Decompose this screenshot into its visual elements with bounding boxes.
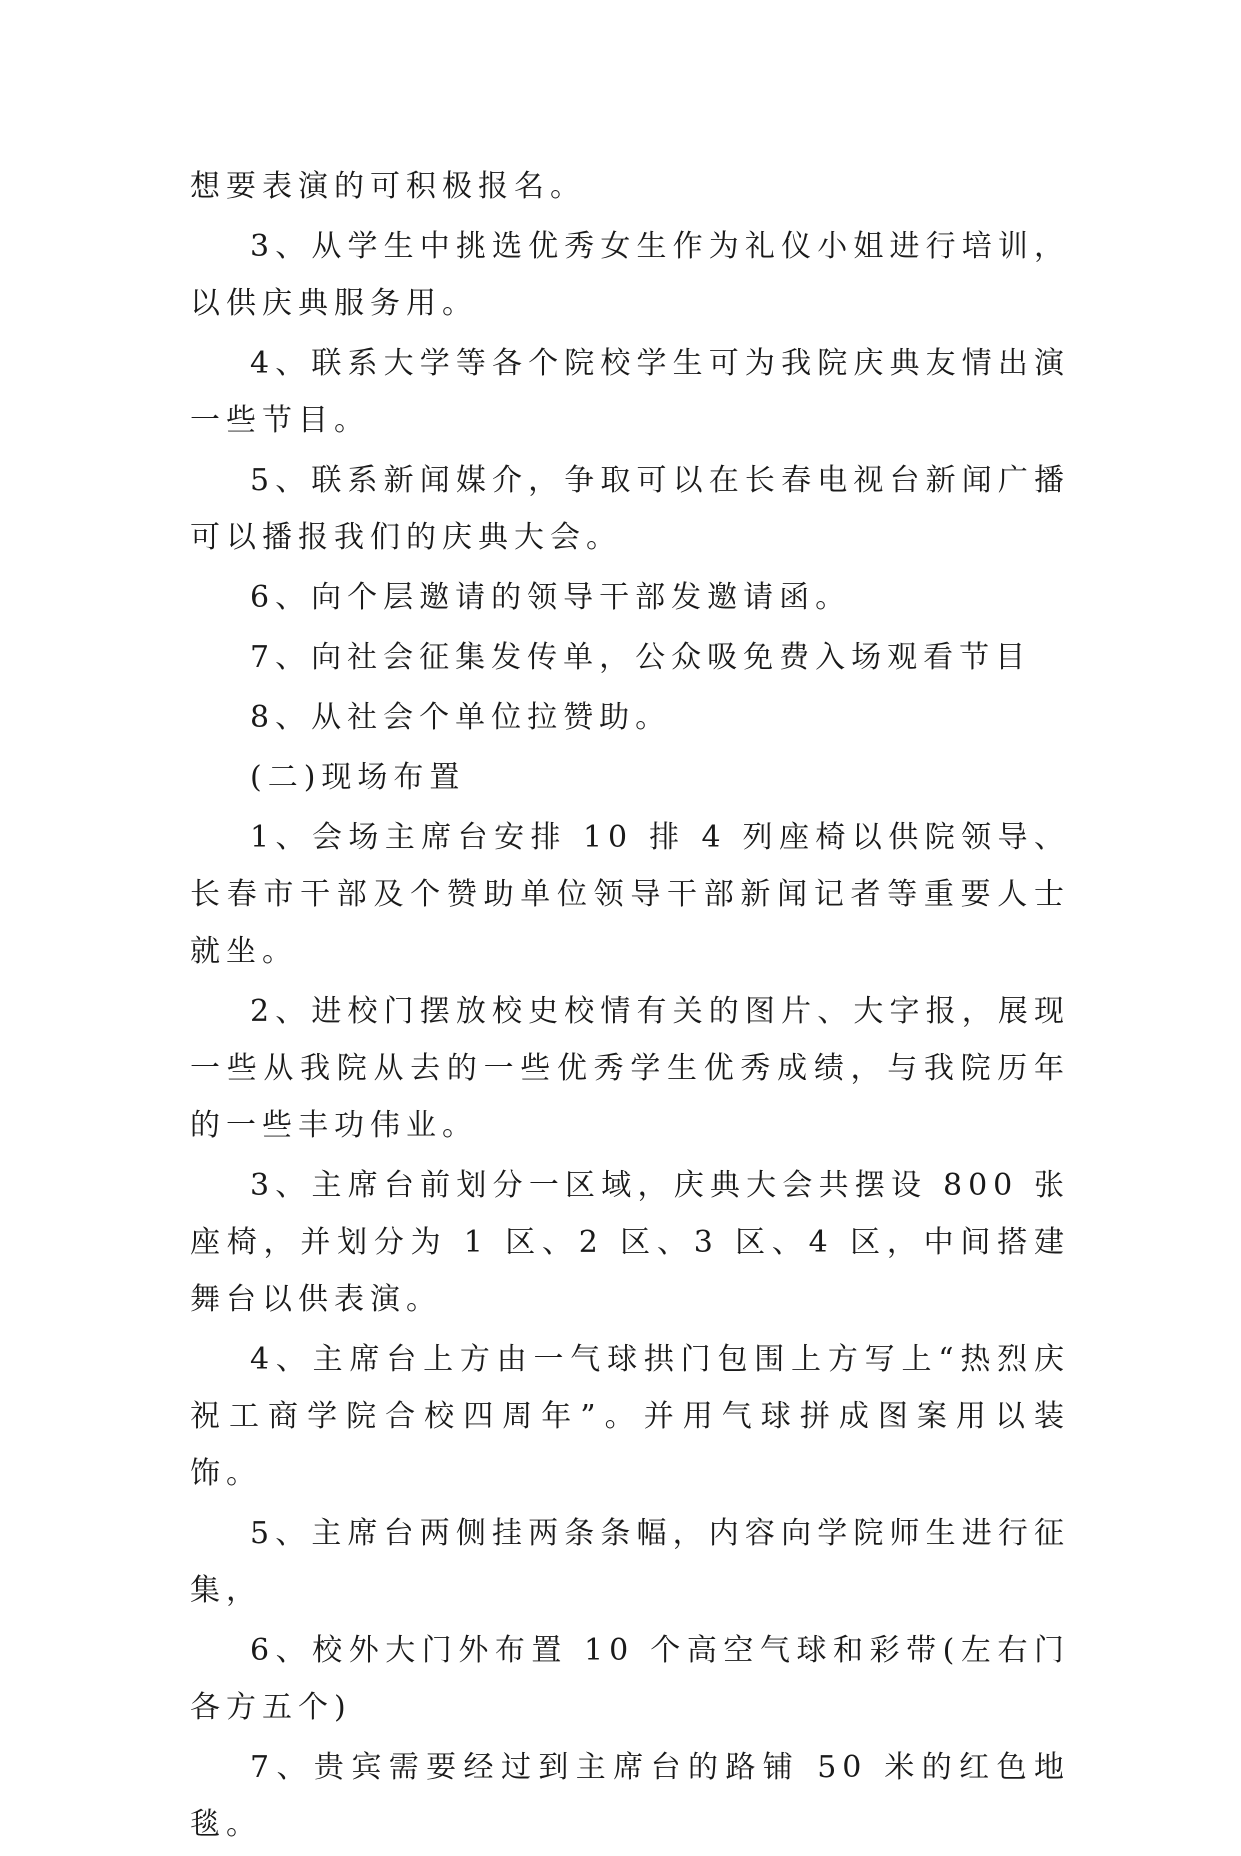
paragraph-continuation: 想要表演的可积极报名。 [190,169,586,204]
paragraph-item-4-performances: 4、联系大学等各个院校学生可为我院庆典友情出演一些节目。 [190,346,1070,438]
section-heading-venue-setup: (二)现场布置 [250,760,466,795]
paragraph-setup-4-balloon-arch: 4、主席台上方由一气球拱门包围上方写上“热烈庆祝工商学院合校四周年”。并用气球拼成图案用以装饰。 [190,1342,1070,1491]
paragraph-setup-1-seating: 1、会场主席台安排 10 排 4 列座椅以供院领导、长春市干部及个赞助单位领导干部新闻记者等重要人士就坐。 [190,820,1070,969]
paragraph-item-8-sponsorship: 8、从社会个单位拉赞助。 [250,700,672,735]
paragraph-setup-6-balloons: 6、校外大门外布置 10 个高空气球和彩带(左右门各方五个) [190,1633,1070,1725]
paragraph-setup-7-red-carpet: 7、贵宾需要经过到主席台的路铺 50 米的红色地毯。 [190,1750,1070,1842]
paragraph-item-5-media: 5、联系新闻媒介，争取可以在长春电视台新闻广播可以播报我们的庆典大会。 [190,463,1070,555]
paragraph-setup-5-banners: 5、主席台两侧挂两条条幅，内容向学院师生进行征集， [190,1516,1070,1608]
paragraph-item-3-etiquette: 3、从学生中挑选优秀女生作为礼仪小姐进行培训，以供庆典服务用。 [190,229,1070,321]
paragraph-item-7-flyers: 7、向社会征集发传单，公众吸免费入场观看节目 [250,640,1032,675]
paragraph-setup-3-zones: 3、主席台前划分一区域，庆典大会共摆设 800 张座椅，并划分为 1 区、2 区、3 区、4 区，中间搭建舞台以供表演。 [190,1168,1070,1317]
paragraph-setup-2-displays: 2、进校门摆放校史校情有关的图片、大字报，展现一些从我院从去的一些优秀学生优秀成绩，与我院历年的一些丰功伟业。 [190,994,1070,1143]
document-body [190,158,1070,1856]
paragraph-item-6-invitations: 6、向个层邀请的领导干部发邀请函。 [250,580,852,615]
